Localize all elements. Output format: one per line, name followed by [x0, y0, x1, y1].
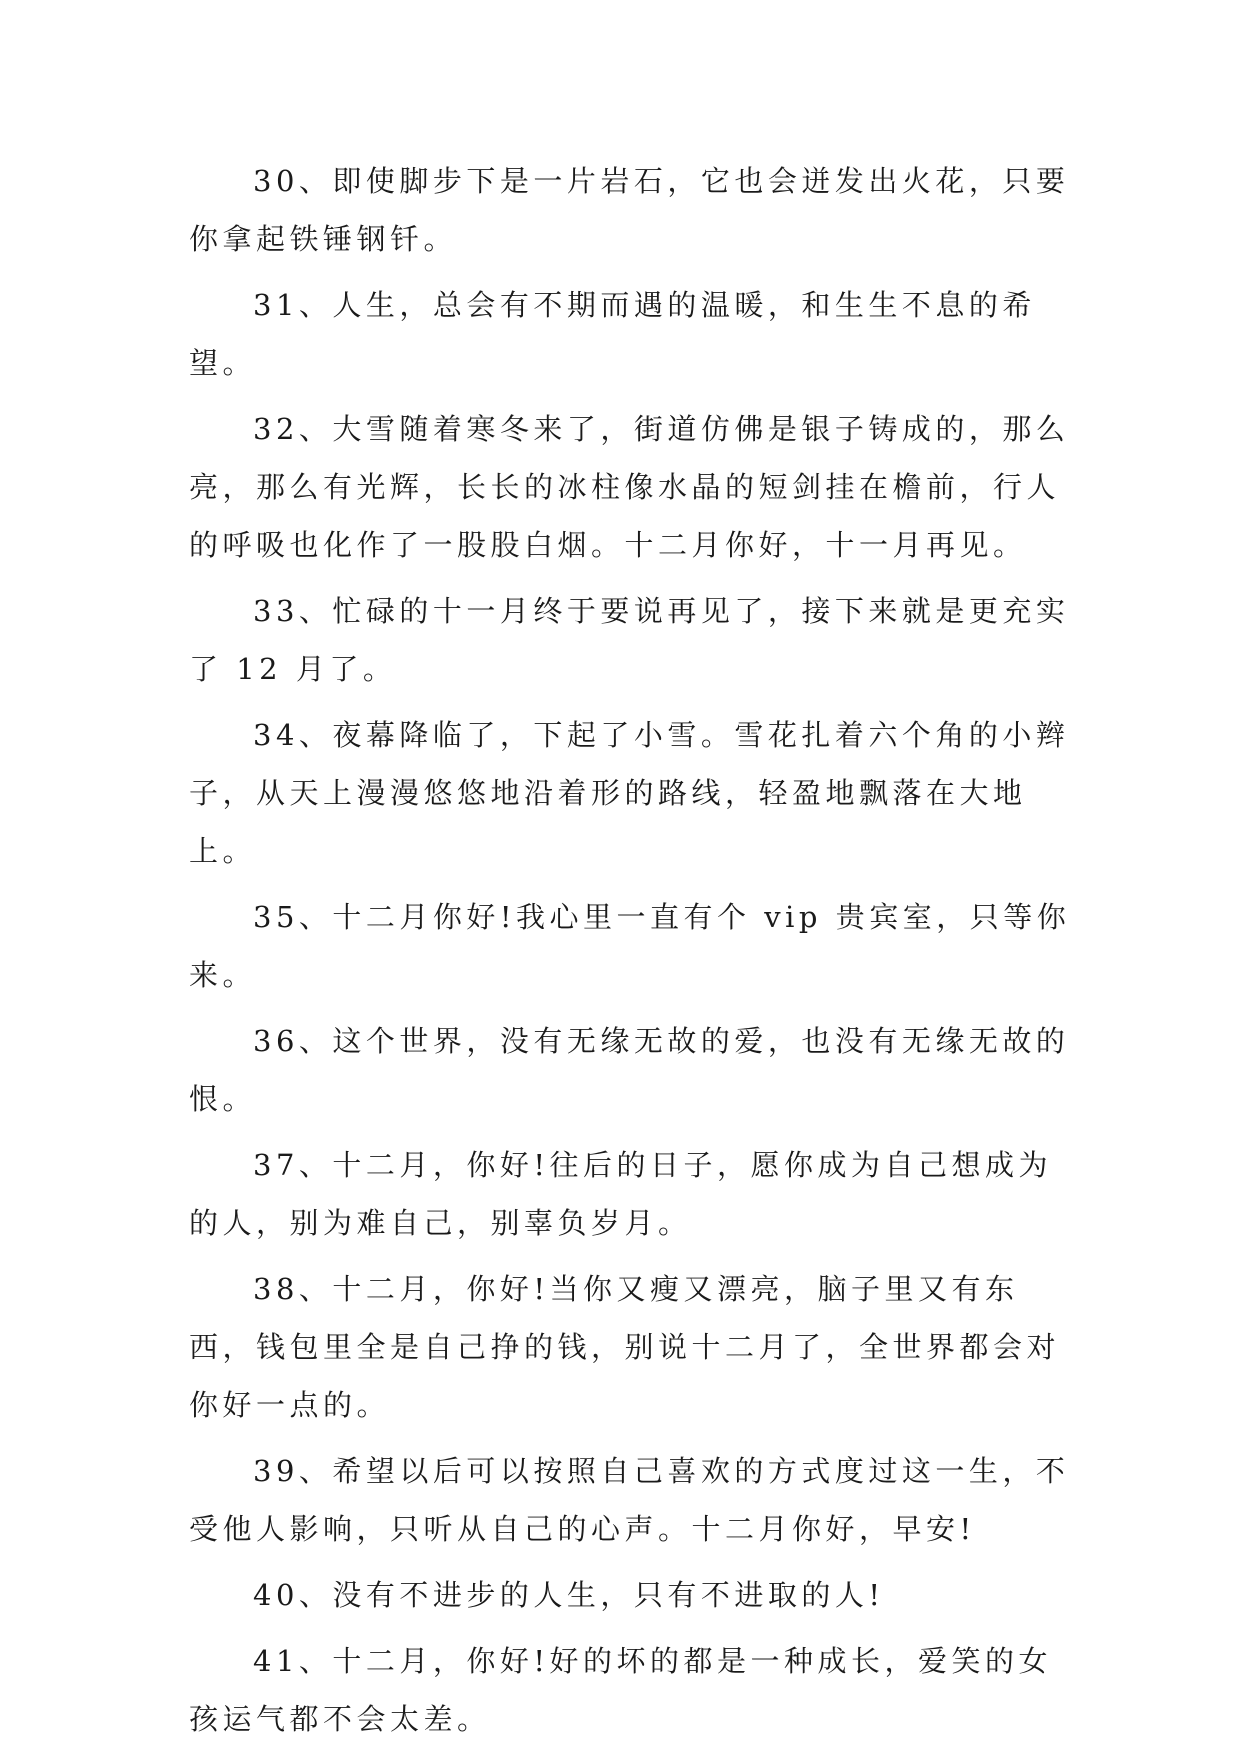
- paragraph-38: 38、十二月，你好!当你又瘦又漂亮，脑子里又有东西，钱包里全是自己挣的钱，别说十二月了，全世界都会对你好一点的。: [189, 1272, 1061, 1422]
- paragraph-31: 31、人生，总会有不期而遇的温暖，和生生不息的希望。: [189, 288, 1036, 380]
- paragraph-34: 34、夜幕降临了，下起了小雪。雪花扎着六个角的小辫子，从天上漫漫悠悠地沿着形的路线，轻盈地飘落在大地上。: [189, 718, 1070, 868]
- paragraph-33: 33、忙碌的十一月终于要说再见了，接下来就是更充实了 12 月了。: [189, 594, 1070, 686]
- paragraph-37: 37、十二月，你好!往后的日子，愿你成为自己想成为的人，别为难自己，别辜负岁月。: [189, 1148, 1053, 1240]
- paragraph-36: 36、这个世界，没有无缘无故的爱，也没有无缘无故的恨。: [189, 1024, 1070, 1116]
- paragraph-35: 35、十二月你好!我心里一直有个 vip 贵宾室，只等你来。: [189, 900, 1071, 992]
- paragraph-39: 39、希望以后可以按照自己喜欢的方式度过这一生，不受他人影响，只听从自己的心声。十二月你好，早安!: [189, 1454, 1070, 1546]
- paragraph-41: 41、十二月，你好!好的坏的都是一种成长，爱笑的女孩运气都不会太差。: [189, 1644, 1053, 1736]
- paragraph-30: 30、即使脚步下是一片岩石，它也会迸发出火花，只要你拿起铁锤钢钎。: [189, 164, 1070, 256]
- paragraph-40: 40、没有不进步的人生，只有不进取的人!: [253, 1578, 885, 1612]
- paragraph-32: 32、大雪随着寒冬来了，街道仿佛是银子铸成的，那么亮，那么有光辉，长长的冰柱像水晶的短剑挂在檐前，行人的呼吸也化作了一股股白烟。十二月你好，十一月再见。: [189, 412, 1070, 562]
